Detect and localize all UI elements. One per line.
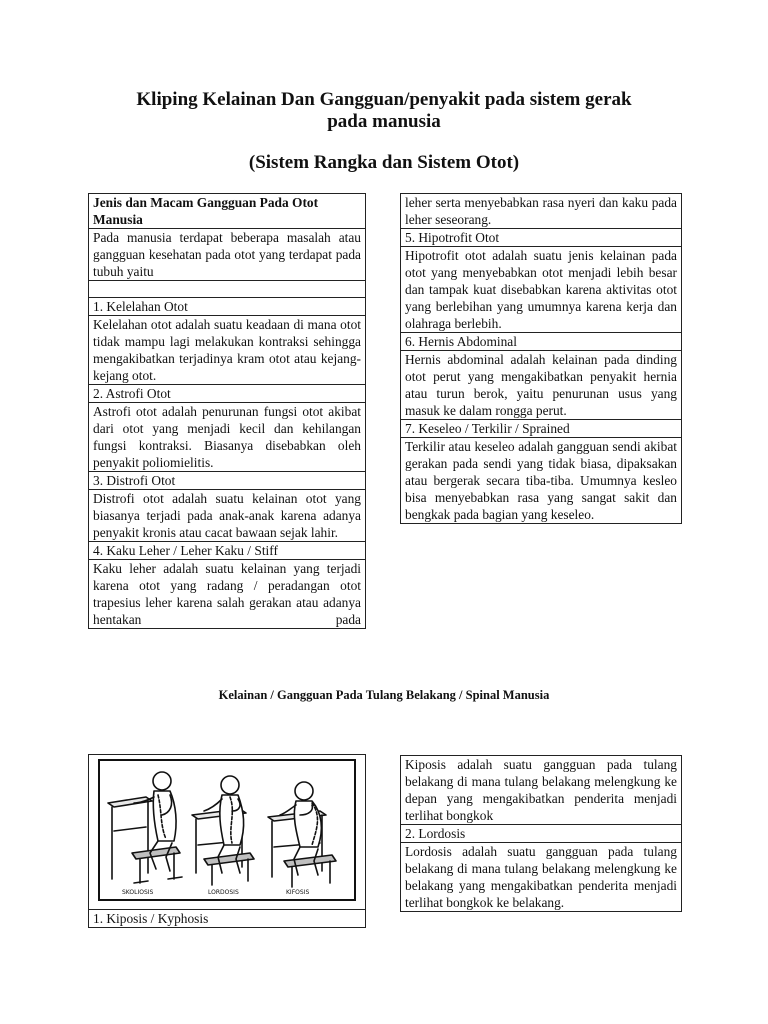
lordosis-text: Lordosis adalah suatu gangguan pada tulang belakang di mana tulang belakang melengkung ke belakang yang mengakibatkan penderita menjadi terlihat bongkok ke belakang.: [401, 843, 682, 912]
table-header: Jenis dan Macam Gangguan Pada Otot Manusia: [89, 194, 366, 229]
spine-figure-table: [88, 754, 366, 928]
kiposis-text: Kiposis adalah suatu gangguan pada tulang belakang di mana tulang belakang melengkung ke depan yang mengakibatkan penderita menjadi terlihat bongkok: [401, 756, 682, 825]
item-text-distrofi: Distrofi otot adalah suatu kelainan otot yang biasanya terjadi pada anak-anak karena adanya penyakit kronis atau cacat bawaan sejak lahir.: [89, 490, 366, 542]
spine-disorders-table: [400, 755, 682, 912]
item-heading-kelelahan: 1. Kelelahan Otot: [89, 298, 366, 316]
item-text-hipotrofit: Hipotrofit otot adalah suatu jenis kelainan pada otot yang menyebabkan otot menjadi lebih besar dan tampak kuat disebabkan karena aktivitas otot yang berlebihan yang umumnya karena kerja dan olahraga berlebih.: [401, 247, 682, 333]
item-heading-keseleo: 7. Keseleo / Terkilir / Sprained: [401, 420, 682, 438]
figure-cell: [89, 755, 366, 910]
item-text-hernis: Hernis abdominal adalah kelainan pada dinding otot perut yang mengakibatkan penyakit hernia atau turun berok, yaitu penurunan usus yang masuk ke dalam rongga perut.: [401, 351, 682, 420]
lordosis-heading: 2. Lordosis: [401, 825, 682, 843]
document-subtitle: (Sistem Rangka dan Sistem Otot): [248, 152, 520, 173]
item-text-kelelahan: Kelelahan otot adalah suatu keadaan di mana otot tidak mampu lagi melakukan kontraksi sehingga mengakibatkan terjadinya kram otot atau kejang-kejang otot.: [89, 316, 366, 385]
student-figure-lordosis: [192, 776, 254, 885]
muscle-disorders-table-right: [400, 193, 682, 524]
item-text-kaku-leher: Kaku leher adalah suatu kelainan yang terjadi karena otot yang radang / peradangan otot trapesius leher karena salah gerakan atau adanya hentakan pada: [89, 560, 366, 629]
title-line-2: pada manusia: [327, 111, 441, 132]
spine-section-heading: Kelainan / Gangguan Pada Tulang Belakang / Spinal Manusia: [218, 688, 550, 702]
student-figure-kifosis: [268, 782, 336, 887]
intro-text: Pada manusia terdapat beberapa masalah atau gangguan kesehatan pada otot yang terdapat pada tubuh yaitu: [89, 229, 366, 281]
spine-posture-illustration: [98, 759, 356, 901]
figure-caption: 1. Kiposis / Kyphosis: [89, 910, 366, 928]
item-text-keseleo: Terkilir atau keseleo adalah gangguan sendi akibat gerakan pada sendi yang tidak biasa, dipaksakan atau bergerak secara tiba-tiba. Umumnya kesleo bisa menyebabkan rasa yang sangat sakit dan bengkak pada bagian yang keseleo.: [401, 438, 682, 524]
figure-label-lordosis: LORDOSIS: [208, 889, 239, 896]
empty-row: [89, 281, 366, 298]
document-title: [80, 89, 688, 133]
item-heading-distrofi: 3. Distrofi Otot: [89, 472, 366, 490]
title-line-1: Kliping Kelainan Dan Gangguan/penyakit pada sistem gerak: [136, 89, 632, 110]
item-heading-hipotrofit: 5. Hipotrofit Otot: [401, 229, 682, 247]
item-heading-astrofi: 2. Astrofi Otot: [89, 385, 366, 403]
figure-label-kifosis: KIFOSIS: [286, 889, 310, 896]
posture-drawing: [100, 761, 354, 899]
muscle-disorders-table-left: [88, 193, 366, 629]
continuation-text: leher serta menyebabkan rasa nyeri dan kaku pada leher seseorang.: [401, 194, 682, 229]
item-text-astrofi: Astrofi otot adalah penurunan fungsi otot akibat dari otot yang menjadi kecil dan kehilangan fungsi kontraksi. Biasanya disebabkan oleh penyakit poliomielitis.: [89, 403, 366, 472]
figure-label-skoliosis: SKOLIOSIS: [122, 889, 154, 896]
item-heading-hernis: 6. Hernis Abdominal: [401, 333, 682, 351]
item-heading-kaku-leher: 4. Kaku Leher / Leher Kaku / Stiff: [89, 542, 366, 560]
student-figure-skoliosis: [108, 772, 182, 883]
